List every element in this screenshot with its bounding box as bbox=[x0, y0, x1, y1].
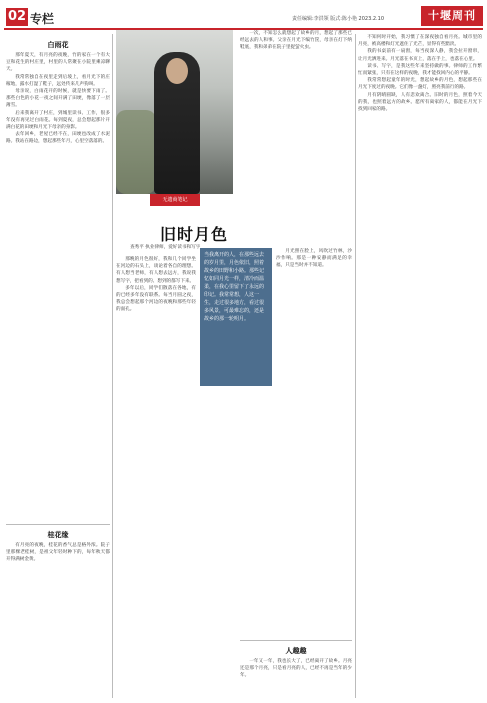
paragraph: 一次，不知怎么就想起了故乡的月，想起了那些已经远去的人和事。父亲在月光下编竹筐，母亲在灯下纳鞋底，我和弟弟在院子里捉萤火虫。 bbox=[240, 31, 352, 51]
column1-heading: 白雨花 bbox=[47, 40, 69, 49]
column1-heading2: 桂花缘 bbox=[47, 530, 69, 539]
paragraph: 我常常独自在夜里走到后坡上，看月光下的庄稼地，露水打湿了鞋子，远处传来几声狗叫。 bbox=[6, 74, 110, 87]
middle-heading2: 人趣趣 bbox=[285, 646, 307, 655]
middle-body-right bbox=[276, 248, 352, 638]
newspaper-logo: 十堰周刊 bbox=[421, 6, 483, 26]
article-title: 旧时月色 bbox=[160, 225, 229, 244]
divider bbox=[240, 640, 352, 641]
paragraph: 那年夏天，有月亮的夜晚，竹的家在一个有大豆和花生的村庄里，村里的人常聚在小院里乘凉聊天。 bbox=[6, 53, 110, 73]
paragraph: 去年回乡，老屋已经不在，田埂也改成了水泥路。我站在路边，想起那些年月，心里空落落的。 bbox=[6, 132, 110, 145]
editor-credits: 责任编辑:李洪领 版式:陈小艳 2023.2.10 bbox=[292, 16, 384, 22]
page-number: 02 bbox=[7, 9, 27, 24]
divider bbox=[6, 524, 110, 525]
paragraph: 我的书桌前有一扇窗，每当夜深人静，我会拉开窗帘，让月光洒进来。月光落在书页上，落在手上，也落在心里。 bbox=[358, 49, 482, 62]
section-title: 专栏 bbox=[30, 12, 55, 26]
paragraph: 一年又一年，我也长大了，已经离开了故乡。月亮还是那个月亮，只是看月亮的人，已经不再是当年的少年。 bbox=[240, 659, 352, 679]
paragraph: 读书、写字，是我这些年来坚持做的事。律师的工作繁忙而紧张，只有在这样的夜晚，我才能找回内心的平静。 bbox=[358, 63, 482, 77]
pull-quote: 当我离开的人，在那些远去的岁月里，月色依旧，照着故乡的田野和小路。那些记忆如同月光一样，清冷而温柔，在我心里留下了永远的印记。我常常想，人这一生，走过很多地方，看过很多风景，可最难忘的，还是故乡的那一轮明月。 bbox=[200, 248, 272, 386]
middle-body2 bbox=[240, 658, 352, 698]
column-divider bbox=[112, 34, 113, 698]
column1-body bbox=[6, 52, 110, 520]
paragraph: 不知何时开始，我习惯了在深夜独自看月亮。城市里的月亮，被高楼和灯光遮住了光芒，显得有些黯淡。 bbox=[358, 35, 482, 48]
paragraph: 有月亮的夜晚，桂花的香气总是格外浓。院子里那棵老桂树，是祖父年轻时种下的，每年秋天都开得满树金黄。 bbox=[6, 543, 110, 563]
column-divider bbox=[355, 34, 356, 698]
paragraph: 月光照在脸上，风吹过竹林，沙沙作响。那是一种安静而满足的幸福，只是当时并不知道。 bbox=[276, 249, 352, 269]
paragraph: 母亲说，白雨花开的时候，就是快要下雨了。那些白色的小花一夜之间开满了田埂，像落了一层薄雪。 bbox=[6, 89, 110, 109]
column1-body2 bbox=[6, 542, 110, 697]
middle-body-left bbox=[116, 256, 196, 696]
column3-body bbox=[358, 34, 482, 698]
photo-caption-badge: 无遗商笔记 bbox=[150, 194, 200, 206]
paragraph: 月有阴晴圆缺，人有悲欢离合。旧时的月色，照着今天的我，也照着远方的故乡。愿所有离家的人，都能在月光下找到回家的路。 bbox=[358, 92, 482, 113]
paragraph: 后来我离开了村庄，到城里读书、工作，很多年没有再见过白雨花。每到夏夜，总会想起那片开满白花的田埂和月光下母亲的身影。 bbox=[6, 110, 110, 131]
author-byline: 查秀平 执业律师，爱好读书和写字 bbox=[130, 245, 201, 250]
paragraph: 多年以后，同学们散落在各地，有的已经多年没有联系。每当月圆之夜，我总会想起那个河边的夜晚和那些年轻的面孔。 bbox=[116, 285, 196, 313]
paragraph: 那晚的月色很好，我和几个同学坐在河边的石头上，谈论着各自的理想。有人想当老师，有人想去远方，我说我想写字，把看到的、想到的都写下来。 bbox=[116, 257, 196, 284]
paragraph: 我常常想起童年的时光，想起故乡的月色，想起那些在月光下度过的夜晚。它们像一盏灯，照亮我前行的路。 bbox=[358, 78, 482, 91]
author-photo bbox=[116, 30, 233, 194]
middle-body-top bbox=[240, 30, 352, 245]
